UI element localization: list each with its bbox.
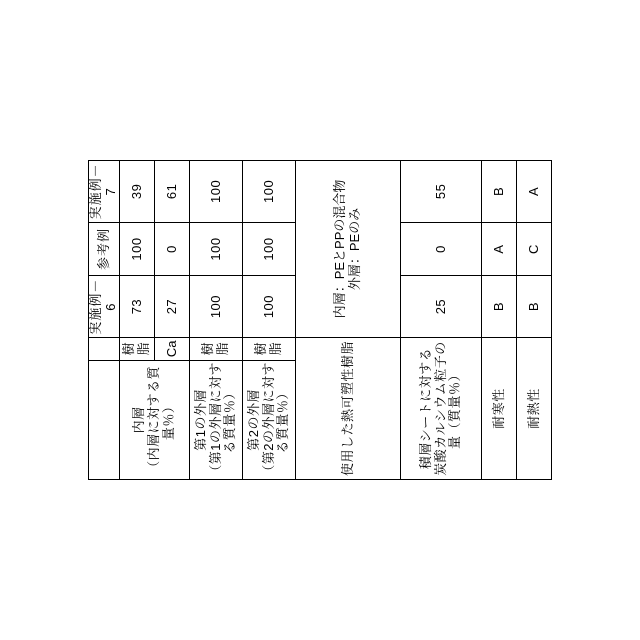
row-unit-resin: 樹脂 <box>190 337 243 360</box>
cell-ex16: 100 <box>190 276 243 338</box>
row-label-thermoplastic-resin <box>296 337 401 479</box>
row-label-main: 耐寒性 <box>490 388 506 429</box>
cell-merged-resin-note <box>296 161 401 338</box>
header-reference: 参考例 <box>89 222 120 275</box>
cell-ex17: 61 <box>155 161 190 223</box>
cell-ex16: 27 <box>155 276 190 338</box>
cell-ex16: B <box>517 276 552 338</box>
header-example-16: 実施例－6 <box>89 276 120 338</box>
cell-ex16: B <box>482 276 517 338</box>
row-label-outer-layer-2 <box>243 360 296 479</box>
header-sub-blank <box>89 337 120 360</box>
row-label-cold-resistance <box>482 337 517 479</box>
cell-ref: 100 <box>120 222 155 275</box>
cell-ref: 0 <box>401 222 482 275</box>
row-unit-ca: Ca <box>155 337 190 360</box>
cell-ex17: 39 <box>120 161 155 223</box>
cell-ex17: A <box>517 161 552 223</box>
table-row <box>120 161 155 480</box>
table-row <box>401 161 482 480</box>
table-header-row <box>89 161 120 480</box>
patent-data-table <box>88 160 552 480</box>
cell-ex17: 100 <box>190 161 243 223</box>
row-label-main: 第1の外層 <box>192 389 208 451</box>
row-label-heat-resistance <box>517 337 552 479</box>
cell-ex16: 100 <box>243 276 296 338</box>
table-row <box>517 161 552 480</box>
rotated-table-wrapper <box>88 160 552 480</box>
table-row <box>243 161 296 480</box>
row-unit-resin: 樹脂 <box>120 337 155 360</box>
cell-ex16: 25 <box>401 276 482 338</box>
table-row <box>482 161 517 480</box>
row-label-sub: （第2の外層に対する質量％） <box>260 362 291 478</box>
cell-ex17: B <box>482 161 517 223</box>
row-label-outer-layer-1 <box>190 360 243 479</box>
cell-ref: 100 <box>190 222 243 275</box>
row-label-caco3-amount <box>401 337 482 479</box>
row-label-main: 第2の外層 <box>245 389 261 451</box>
cell-ex17: 100 <box>243 161 296 223</box>
header-example-17: 実施例－7 <box>89 161 120 223</box>
merged-note-line-1: 内層：PEとPPの混合物 <box>332 179 348 319</box>
row-label-sub: （第1の外層に対する質量％） <box>207 362 238 478</box>
row-label-main: 使用した熱可塑性樹脂 <box>339 340 355 476</box>
cell-ref: 100 <box>243 222 296 275</box>
table-row <box>190 161 243 480</box>
cell-ref: 0 <box>155 222 190 275</box>
cell-ex17: 55 <box>401 161 482 223</box>
row-label-main: 積層シートに対する <box>417 347 433 470</box>
cell-ex16: 73 <box>120 276 155 338</box>
cell-ref: C <box>517 222 552 275</box>
row-label-sub: 炭酸カルシウム粒子の量（質量％） <box>432 341 463 476</box>
row-unit-resin: 樹脂 <box>243 337 296 360</box>
row-label-main: 内層 <box>131 406 147 434</box>
row-label-inner-layer <box>120 360 190 479</box>
merged-note-line-2: 外層：PEのみ <box>347 207 362 291</box>
header-label-blank <box>89 360 120 479</box>
row-label-main: 耐熱性 <box>525 388 541 429</box>
row-label-sub: （内層に対する質量％） <box>146 365 176 474</box>
cell-ref: A <box>482 222 517 275</box>
table-row <box>296 161 401 480</box>
